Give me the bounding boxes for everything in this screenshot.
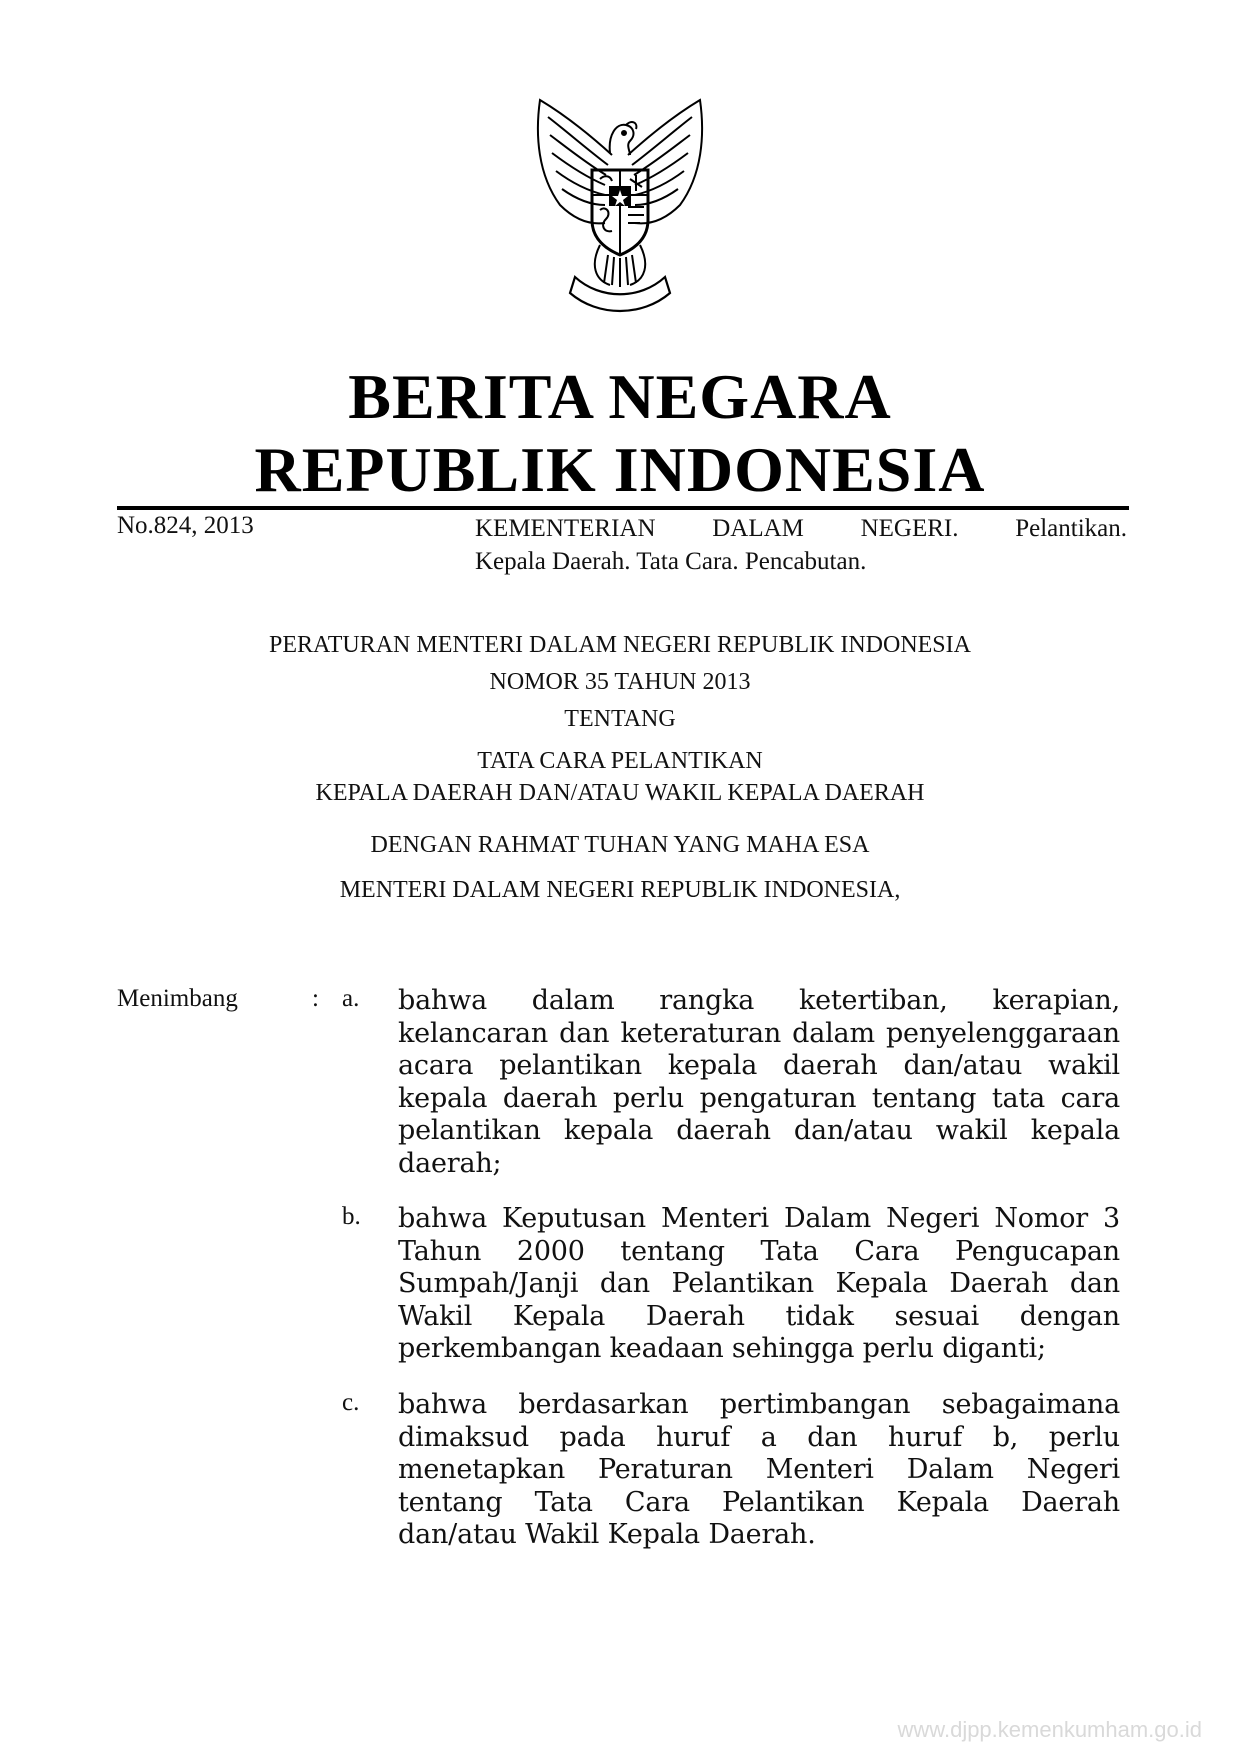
regulation-title: PERATURAN MENTERI DALAM NEGERI REPUBLIK INDONESIA bbox=[269, 632, 971, 658]
regulation-topic-line2: KEPALA DAERAH DAN/ATAU WAKIL KEPALA DAERAH bbox=[315, 780, 925, 806]
considering-item-letter: a. bbox=[342, 985, 360, 1012]
regulation-about: TENTANG bbox=[564, 706, 676, 732]
considering-item-text: bahwa berdasarkan pertimbangan sebagaimana dimaksud pada huruf a dan huruf b, perlu menetapkan Peraturan Menteri Dalam Negeri tentang Tata Cara Pelantikan Kepala Daerah dan/atau Wakil Kepala Daerah. bbox=[398, 1389, 1120, 1550]
masthead-title-line2: REPUBLIK INDONESIA bbox=[254, 434, 986, 505]
issuer-line: MENTERI DALAM NEGERI REPUBLIK INDONESIA, bbox=[339, 877, 901, 903]
gazette-subject-line1: KEMENTERIAN DALAM NEGERI. Pelantikan. bbox=[475, 515, 1127, 542]
gazette-subject bbox=[475, 512, 1127, 578]
considering-item-letter: b. bbox=[342, 1203, 361, 1230]
considering-item-text: bahwa dalam rangka ketertiban, kerapian, kelancaran dan keteraturan dalam penyelenggaraan acara pelantikan kepala daerah dan/atau wakil kepala daerah perlu pengaturan tentang tata cara pelantikan kepala daerah dan/atau wakil kepala daerah; bbox=[398, 985, 1120, 1179]
masthead-title-line1: BERITA NEGARA bbox=[348, 361, 892, 432]
considering-colon: : bbox=[312, 985, 319, 1012]
blessing-line: DENGAN RAHMAT TUHAN YANG MAHA ESA bbox=[370, 832, 870, 858]
source-watermark: www.djpp.kemenkumham.go.id bbox=[897, 1717, 1202, 1742]
masthead-divider bbox=[117, 506, 1129, 510]
gazette-subject-line2: Kepala Daerah. Tata Cara. Pencabutan. bbox=[475, 548, 867, 575]
gazette-number: No.824, 2013 bbox=[117, 512, 254, 539]
considering-item-letter: c. bbox=[342, 1389, 360, 1416]
regulation-number: NOMOR 35 TAHUN 2013 bbox=[489, 669, 751, 695]
considering-label: Menimbang bbox=[117, 985, 238, 1012]
garuda-emblem-icon bbox=[520, 95, 720, 320]
regulation-topic-line1: TATA CARA PELANTIKAN bbox=[477, 748, 763, 774]
considering-item-text: bahwa Keputusan Menteri Dalam Negeri Nomor 3 Tahun 2000 tentang Tata Cara Pengucapan Sumpah/Janji dan Pelantikan Kepala Daerah dan Wakil Kepala Daerah tidak sesuai dengan perkembangan keadaan sehingga perlu diganti; bbox=[398, 1203, 1120, 1364]
